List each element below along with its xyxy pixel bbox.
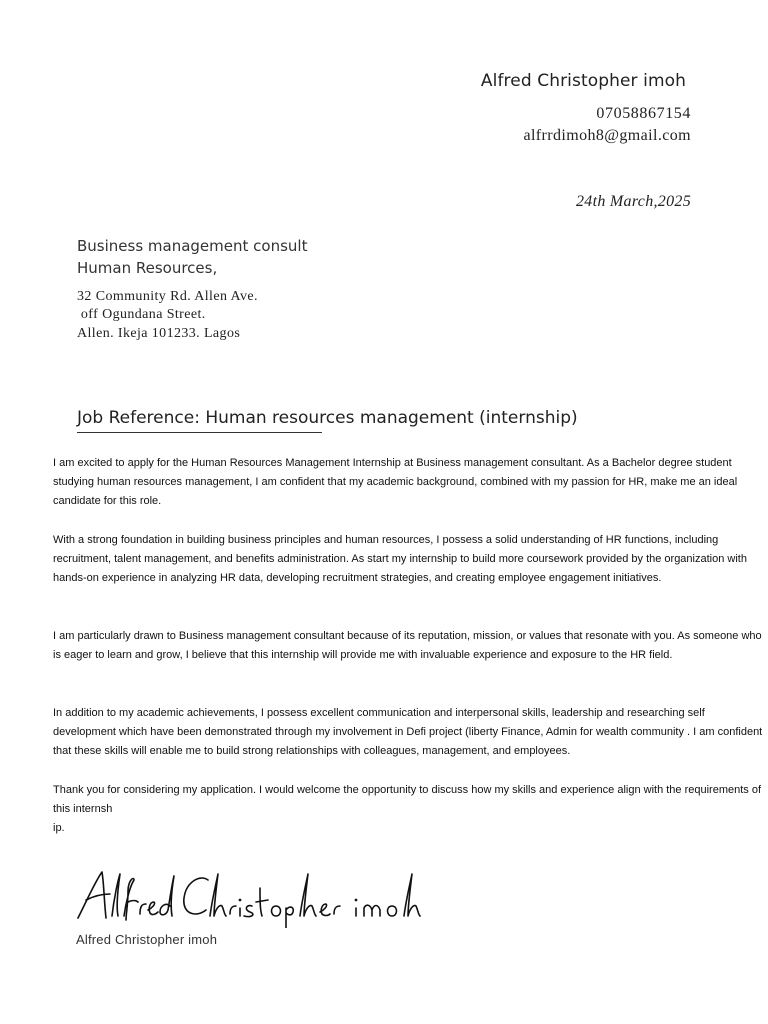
address-line-1: 32 Community Rd. Allen Ave. [77, 289, 258, 304]
sender-email: alfrrdimoh8@gmail.com [523, 127, 691, 144]
body-paragraph-3: I am particularly drawn to Business management consultant because of its reputation, mission, or values that resonate with you. As someone who is eager to learn and grow, I believe that this internship will provide me with invaluable experience and exposure to the HR field. [53, 630, 762, 662]
address-line-2: off Ogundana Street. [77, 307, 206, 322]
letter-date: 24th March,2025 [575, 193, 691, 210]
sender-name: Alfred Christopher imoh [480, 71, 686, 91]
body-paragraph-5: Thank you for considering my application. I would welcome the opportunity to discuss how my skills and experience align with the requirements of this internsh ip. [53, 784, 762, 835]
job-reference-underline [77, 432, 322, 433]
handwritten-signature [74, 858, 424, 928]
recipient-company: Business management consult [77, 237, 308, 255]
address-line-3: Allen. Ikeja 101233. Lagos [77, 326, 241, 341]
signature-printed-name: Alfred Christopher imoh [76, 932, 218, 947]
body-paragraph-1: I am excited to apply for the Human Resources Management Internship at Business management consultant. As a Bachelor degree student studying human resources management, I am confident that my academic background, combined with my passion for HR, make me an ideal candidate for this role. [53, 457, 738, 508]
body-paragraph-2: With a strong foundation in building business principles and human resources, I possess a solid understanding of HR functions, including recruitment, talent management, and benefits administration. As start my internship to build more coursework provided by the organization with hands-on experience in analyzing HR data, developing recruitment strategies, and creating employee engagement initiatives. [53, 534, 747, 585]
recipient-department: Human Resources, [77, 259, 218, 277]
sender-phone: 07058867154 [596, 105, 691, 122]
body-paragraph-4: In addition to my academic achievements, I possess excellent communication and interpersonal skills, leadership and researching self development which have been demonstrated through my involvement in Defi project (liberty Finance, Admin for wealth community . I am confident that these skills will enable me to build strong relationships with colleagues, management, and employees. [53, 707, 763, 758]
job-reference: Job Reference: Human resources management (internship) [77, 408, 578, 428]
